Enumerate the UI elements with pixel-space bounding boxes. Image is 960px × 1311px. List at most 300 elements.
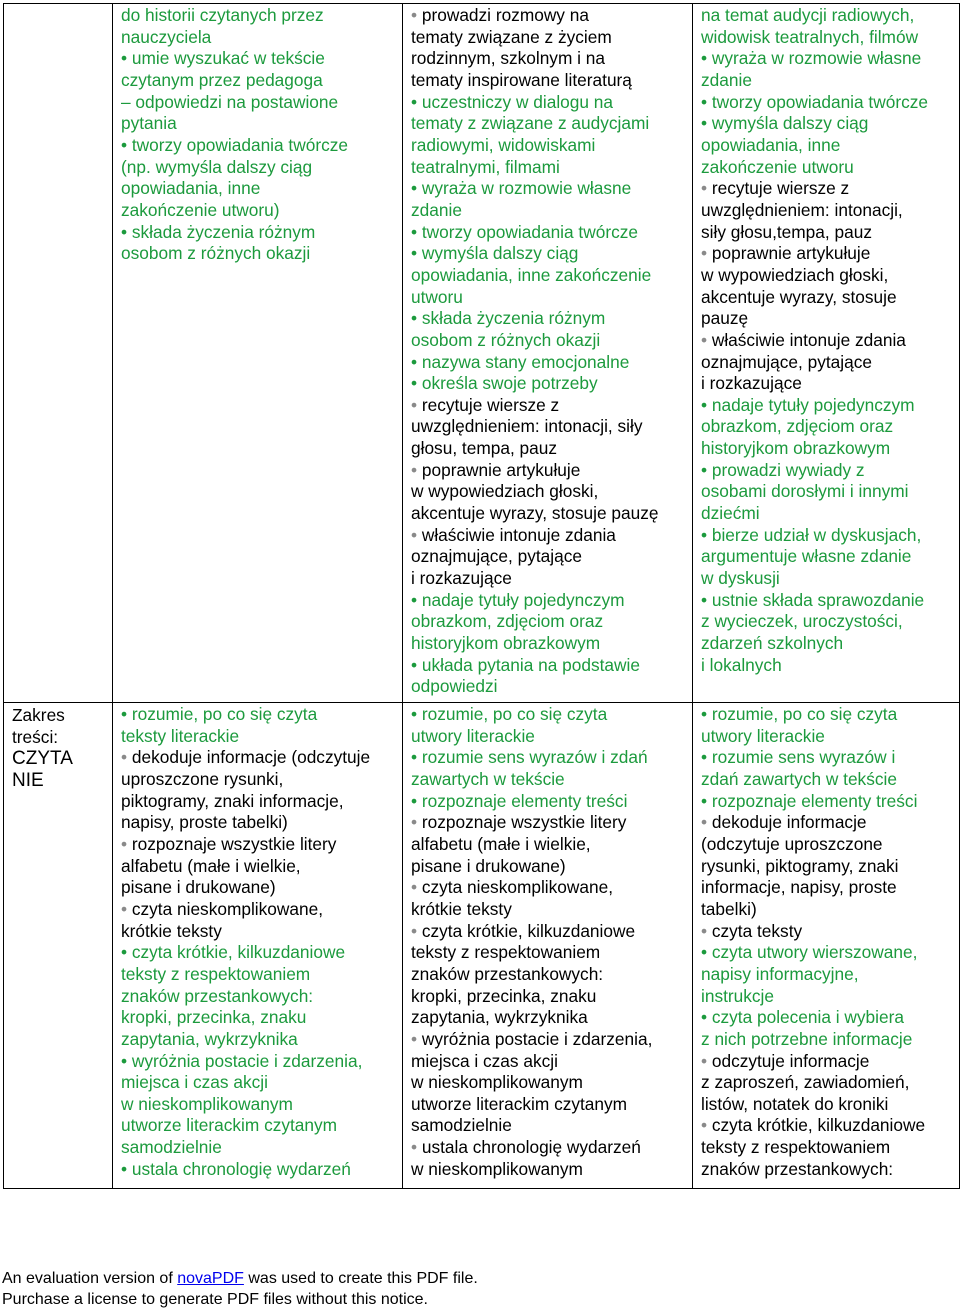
line-text: kropki, przecinka, znaku xyxy=(121,1007,307,1028)
text-line xyxy=(701,157,955,179)
text-line xyxy=(121,791,398,813)
text-line xyxy=(411,546,688,568)
line-text: w nieskomplikowanym xyxy=(411,1158,583,1179)
text-line xyxy=(701,438,955,460)
text-line xyxy=(121,769,398,791)
line-text: utworze literackim czytanym xyxy=(121,1115,338,1136)
line-text: uwzględnieniem: intonacji, siły xyxy=(411,416,643,437)
text-line xyxy=(411,877,688,899)
line-text: w nieskomplikowanym xyxy=(411,1072,583,1093)
text-line xyxy=(701,503,955,525)
line-text: samodzielnie xyxy=(121,1137,222,1158)
line-text: osobami dorosłymi i innymi xyxy=(701,481,909,502)
bullet-icon: • xyxy=(701,1050,712,1071)
line-text: rysunki, piktogramy, znaki xyxy=(701,855,899,876)
text-line xyxy=(411,1072,688,1094)
bullet-icon: • xyxy=(701,178,712,199)
line-text: • układa pytania na podstawie xyxy=(411,654,640,675)
line-text: czyta nieskomplikowane, xyxy=(421,877,613,898)
text-line xyxy=(701,834,955,856)
text-line xyxy=(121,243,398,265)
text-line xyxy=(701,568,955,590)
text-line xyxy=(411,726,688,748)
line-text: i lokalnych xyxy=(701,654,782,675)
line-text: uproszczone rysunki, xyxy=(121,768,284,789)
line-text: osobom z różnych okazji xyxy=(411,329,601,350)
line-text: z wycieczek, uroczystości, xyxy=(701,611,903,632)
line-text: • wymyśla dalszy ciąg xyxy=(701,113,869,134)
text-line xyxy=(701,791,955,813)
line-text: miejsca i czas akcji xyxy=(121,1072,268,1093)
line-text: zdarzeń szkolnych xyxy=(701,633,844,654)
line-text: teksty z respektowaniem xyxy=(411,942,601,963)
section-label-line: Zakres xyxy=(12,705,65,725)
line-text: zapytania, wykrzyknika xyxy=(411,1007,588,1028)
text-line xyxy=(121,899,398,921)
bullet-icon: • xyxy=(701,329,712,350)
line-text: teksty z respektowaniem xyxy=(701,1137,891,1158)
line-text: w dyskusji xyxy=(701,568,780,589)
line-text: pauzę xyxy=(701,308,749,329)
line-text: • rozumie, po co się czyta xyxy=(701,704,898,724)
section-label-line: NIE xyxy=(12,769,44,791)
text-line xyxy=(121,1051,398,1073)
text-line xyxy=(121,200,398,222)
section-label-line: treści: xyxy=(12,726,59,747)
text-line xyxy=(411,942,688,964)
line-text: zdań zawartych w tekście xyxy=(701,768,897,789)
text-line xyxy=(411,157,688,179)
text-line xyxy=(701,1094,955,1116)
cell-grade1-speaking xyxy=(113,4,403,703)
line-text: głosu, tempa, pauz xyxy=(411,438,558,459)
line-text: argumentuje własne zdanie xyxy=(701,546,912,567)
line-text: recytuje wiersze z xyxy=(421,394,560,415)
line-text: dziećmi xyxy=(701,503,760,524)
text-line xyxy=(701,27,955,49)
text-line xyxy=(411,308,688,330)
line-text: w nieskomplikowanym xyxy=(121,1093,293,1114)
line-text: odczytuje informacje xyxy=(711,1050,870,1071)
text-line xyxy=(701,1159,955,1181)
line-text: historyjkom obrazkowym xyxy=(411,633,601,654)
text-line xyxy=(701,416,955,438)
line-text: krótkie teksty xyxy=(411,898,512,919)
text-line xyxy=(701,92,955,114)
line-text: • tworzy opowiadania twórcze xyxy=(411,221,638,242)
text-line xyxy=(411,1029,688,1051)
line-text: recytuje wiersze z xyxy=(711,178,850,199)
line-text: • rozumie, po co się czyta xyxy=(411,704,608,724)
line-text: właściwie intonuje zdania xyxy=(421,524,616,545)
text-line xyxy=(121,1094,398,1116)
bullet-icon: • xyxy=(411,394,422,415)
bullet-icon: • xyxy=(701,243,712,264)
text-line xyxy=(121,812,398,834)
text-line xyxy=(411,921,688,943)
line-text: • wymyśla dalszy ciąg xyxy=(411,243,579,264)
text-line xyxy=(411,1051,688,1073)
line-text: zapytania, wykrzyknika xyxy=(121,1028,298,1049)
line-text: znaków przestankowych: xyxy=(701,1158,894,1179)
notice-line-1 xyxy=(2,1268,478,1289)
text-line xyxy=(121,222,398,244)
text-line xyxy=(411,92,688,114)
text-line xyxy=(121,157,398,179)
line-text: oznajmujące, pytające xyxy=(701,351,872,372)
text-line xyxy=(121,113,398,135)
line-text: opowiadania, inne zakończenie xyxy=(411,264,652,285)
line-text: • prowadzi wywiady z xyxy=(701,459,865,480)
text-line xyxy=(701,1072,955,1094)
text-line xyxy=(411,590,688,612)
cell-grade2-speaking xyxy=(403,4,693,703)
line-text: • czyta krótkie, kilkuzdaniowe xyxy=(121,942,346,963)
line-text: • wyróżnia postacie i zdarzenia, xyxy=(121,1050,363,1071)
line-text: • czyta polecenia i wybiera xyxy=(701,1007,904,1028)
text-line xyxy=(411,243,688,265)
text-line xyxy=(121,1029,398,1051)
line-text: widowisk teatralnych, filmów xyxy=(701,26,919,47)
line-text: z nich potrzebne informacje xyxy=(701,1028,913,1049)
text-line xyxy=(411,769,688,791)
cell-grade3-reading xyxy=(693,703,960,1189)
line-text: obrazkom, zdjęciom oraz xyxy=(411,611,604,632)
text-line xyxy=(701,330,955,352)
text-line xyxy=(411,747,688,769)
line-text: • tworzy opowiadania twórcze xyxy=(701,91,928,112)
text-line xyxy=(121,27,398,49)
line-text: kropki, przecinka, znaku xyxy=(411,985,597,1006)
text-line xyxy=(411,416,688,438)
text-line xyxy=(701,546,955,568)
line-text: alfabetu (małe i wielkie, xyxy=(411,833,591,854)
line-text: właściwie intonuje zdania xyxy=(711,329,906,350)
text-line xyxy=(411,834,688,856)
text-line xyxy=(411,395,688,417)
text-line xyxy=(411,986,688,1008)
line-text: utwory literackie xyxy=(411,725,535,746)
text-line xyxy=(411,812,688,834)
text-line xyxy=(121,1007,398,1029)
line-text: opowiadania, inne xyxy=(121,178,261,199)
text-line xyxy=(701,921,955,943)
line-text: znaków przestankowych: xyxy=(121,985,314,1006)
novapdf-link[interactable]: novaPDF xyxy=(177,1270,244,1287)
text-line xyxy=(701,460,955,482)
line-text: teksty literackie xyxy=(121,725,240,746)
line-text: tematy związane z życiem xyxy=(411,26,612,47)
text-line xyxy=(701,964,955,986)
text-line xyxy=(701,704,955,726)
line-text: krótkie teksty xyxy=(121,920,222,941)
text-line xyxy=(121,834,398,856)
line-text: • rozumie sens wyrazów i xyxy=(701,747,896,768)
text-line xyxy=(121,1072,398,1094)
text-line xyxy=(701,178,955,200)
line-text: • umie wyszukać w tekście xyxy=(121,48,325,69)
notice-text: An evaluation version of xyxy=(2,1270,178,1287)
line-text: prowadzi rozmowy na xyxy=(421,5,589,25)
line-text: odpowiedzi xyxy=(411,676,498,697)
line-text: • rozpoznaje elementy treści xyxy=(411,790,628,811)
line-text: nauczyciela xyxy=(121,26,212,47)
line-text: • określa swoje potrzeby xyxy=(411,373,598,394)
line-text: oznajmujące, pytające xyxy=(411,546,582,567)
line-text: alfabetu (małe i wielkie, xyxy=(121,855,301,876)
line-text: w wypowiedziach głoski, xyxy=(411,481,599,502)
text-line xyxy=(121,986,398,1008)
bullet-icon: • xyxy=(411,877,422,898)
text-line xyxy=(121,1137,398,1159)
line-text: samodzielnie xyxy=(411,1115,512,1136)
bullet-icon: • xyxy=(411,5,422,25)
bullet-icon: • xyxy=(701,920,712,941)
text-line xyxy=(411,27,688,49)
line-text: listów, notatek do kroniki xyxy=(701,1093,889,1114)
text-line xyxy=(701,222,955,244)
line-text: czytanym przez pedagoga xyxy=(121,69,323,90)
line-text: • ustnie składa sprawozdanie xyxy=(701,589,925,610)
text-line xyxy=(121,92,398,114)
text-line xyxy=(121,964,398,986)
line-text: czyta krótkie, kilkuzdaniowe xyxy=(421,920,636,941)
text-line xyxy=(411,1007,688,1029)
text-line xyxy=(411,676,688,698)
line-text: historyjkom obrazkowym xyxy=(701,438,891,459)
text-line xyxy=(121,135,398,157)
text-line xyxy=(411,438,688,460)
line-text: teatralnymi, filmami xyxy=(411,156,560,177)
line-text: poprawnie artykułuje xyxy=(711,243,871,264)
text-line xyxy=(121,726,398,748)
cell-grade1-reading xyxy=(113,703,403,1189)
line-text: • wyraża w rozmowie własne xyxy=(701,48,922,69)
line-text: napisy informacyjne, xyxy=(701,963,859,984)
line-text: • składa życzenia różnym xyxy=(121,221,316,242)
line-text: rozpoznaje wszystkie litery xyxy=(131,833,337,854)
line-text: • rozpoznaje elementy treści xyxy=(701,790,918,811)
text-line xyxy=(411,503,688,525)
bullet-icon: • xyxy=(411,920,422,941)
line-text: miejsca i czas akcji xyxy=(411,1050,558,1071)
line-text: wyróżnia postacie i zdarzenia, xyxy=(421,1028,653,1049)
text-line xyxy=(411,135,688,157)
text-line xyxy=(701,525,955,547)
text-line xyxy=(701,942,955,964)
text-line xyxy=(411,352,688,374)
requirements-table xyxy=(3,3,960,1189)
text-line xyxy=(411,222,688,244)
text-line xyxy=(411,525,688,547)
line-text: – odpowiedzi na postawione xyxy=(121,91,339,112)
line-text: • ustala chronologię wydarzeń xyxy=(121,1158,351,1179)
text-line xyxy=(701,265,955,287)
text-line xyxy=(411,1115,688,1137)
notice-line-2: Purchase a license to generate PDF files without this notice. xyxy=(2,1291,428,1308)
line-text: z zaproszeń, zawiadomień, xyxy=(701,1072,910,1093)
text-line xyxy=(411,1137,688,1159)
text-line xyxy=(411,287,688,309)
line-text: akcentuje wyrazy, stosuje xyxy=(701,286,897,307)
text-line xyxy=(701,856,955,878)
text-line xyxy=(701,769,955,791)
line-text: tematy z związane z audycjami xyxy=(411,113,650,134)
text-line xyxy=(701,1115,955,1137)
text-line xyxy=(121,877,398,899)
line-text: znaków przestankowych: xyxy=(411,963,604,984)
text-line xyxy=(701,395,955,417)
bullet-icon: • xyxy=(121,833,132,854)
text-line xyxy=(411,899,688,921)
text-line xyxy=(411,856,688,878)
text-line xyxy=(411,48,688,70)
line-text: opowiadania, inne xyxy=(701,134,841,155)
text-line xyxy=(701,747,955,769)
line-text: tabelki) xyxy=(701,898,757,919)
text-line xyxy=(411,611,688,633)
line-text: pisane i drukowane) xyxy=(121,877,276,898)
text-line xyxy=(701,352,955,374)
line-text: utworze literackim czytanym xyxy=(411,1093,628,1114)
line-text: radiowymi, widowiskami xyxy=(411,134,596,155)
text-line xyxy=(701,48,955,70)
text-line xyxy=(411,70,688,92)
cell-grade2-reading xyxy=(403,703,693,1189)
text-line xyxy=(411,791,688,813)
line-text: do historii czytanych przez xyxy=(121,5,324,25)
text-line xyxy=(701,200,955,222)
text-line xyxy=(121,921,398,943)
text-line xyxy=(701,986,955,1008)
text-line xyxy=(121,48,398,70)
text-line xyxy=(701,1007,955,1029)
line-text: tematy inspirowane literaturą xyxy=(411,69,632,90)
section-label-line: CZYTA xyxy=(12,748,73,770)
text-line xyxy=(411,568,688,590)
line-text: osobom z różnych okazji xyxy=(121,243,311,264)
text-line xyxy=(411,481,688,503)
table-row xyxy=(4,4,960,703)
bullet-icon: • xyxy=(701,812,712,833)
text-line xyxy=(701,5,955,27)
line-text: rozpoznaje wszystkie litery xyxy=(421,812,627,833)
bullet-icon: • xyxy=(411,812,422,833)
text-line xyxy=(411,178,688,200)
bullet-icon: • xyxy=(701,1115,712,1136)
text-line xyxy=(701,633,955,655)
text-line xyxy=(701,877,955,899)
bullet-icon: • xyxy=(411,1028,422,1049)
line-text: piktogramy, znaki informacje, xyxy=(121,790,344,811)
text-line xyxy=(121,5,398,27)
text-line xyxy=(411,113,688,135)
line-text: poprawnie artykułuje xyxy=(421,459,581,480)
line-text: czyta nieskomplikowane, xyxy=(131,898,323,919)
text-line xyxy=(411,704,688,726)
line-text: utworu xyxy=(411,286,463,307)
text-line xyxy=(701,243,955,265)
text-line xyxy=(411,460,688,482)
line-text: instrukcje xyxy=(701,985,774,1006)
text-line xyxy=(701,611,955,633)
text-line xyxy=(701,481,955,503)
text-line xyxy=(121,856,398,878)
line-text: (odczytuje uproszczone xyxy=(701,833,883,854)
text-line xyxy=(701,1137,955,1159)
line-text: • czyta utwory wierszowane, xyxy=(701,942,918,963)
bullet-icon: • xyxy=(411,524,422,545)
line-text: i rozkazujące xyxy=(411,568,512,589)
text-line xyxy=(701,373,955,395)
line-text: zdanie xyxy=(411,199,462,220)
text-line xyxy=(411,265,688,287)
text-line xyxy=(411,655,688,677)
text-line xyxy=(121,70,398,92)
text-line xyxy=(411,330,688,352)
line-text: • uczestniczy w dialogu na xyxy=(411,91,614,112)
line-text: zawartych w tekście xyxy=(411,768,565,789)
text-line xyxy=(121,747,398,769)
table-row xyxy=(4,703,960,1189)
text-line xyxy=(411,200,688,222)
text-line xyxy=(411,373,688,395)
line-text: pisane i drukowane) xyxy=(411,855,566,876)
text-line xyxy=(121,1115,398,1137)
text-line xyxy=(701,655,955,677)
text-line xyxy=(701,1029,955,1051)
line-text: zakończenie utworu xyxy=(701,156,854,177)
line-text: i rozkazujące xyxy=(701,373,802,394)
bullet-icon: • xyxy=(121,747,132,768)
text-line xyxy=(701,308,955,330)
line-text: obrazkom, zdjęciom oraz xyxy=(701,416,894,437)
line-text: teksty z respektowaniem xyxy=(121,963,311,984)
cell-grade3-speaking xyxy=(693,4,960,703)
label-cell-empty xyxy=(4,4,113,703)
line-text: akcentuje wyrazy, stosuje pauzę xyxy=(411,503,659,524)
line-text: • bierze udział w dyskusjach, xyxy=(701,524,922,545)
text-line xyxy=(701,1051,955,1073)
line-text: w wypowiedziach głoski, xyxy=(701,264,889,285)
line-text: na temat audycji radiowych, xyxy=(701,5,915,25)
text-line xyxy=(121,704,398,726)
bullet-icon: • xyxy=(411,459,422,480)
text-line xyxy=(701,113,955,135)
line-text: napisy, proste tabelki) xyxy=(121,812,288,833)
line-text: pytania xyxy=(121,113,177,134)
line-text: zdanie xyxy=(701,69,752,90)
evaluation-notice xyxy=(2,1268,478,1310)
text-line xyxy=(121,1159,398,1181)
line-text: • nazywa stany emocjonalne xyxy=(411,351,630,372)
line-text: zakończenie utworu) xyxy=(121,199,280,220)
line-text: • rozumie, po co się czyta xyxy=(121,704,318,724)
text-line xyxy=(701,726,955,748)
line-text: siły głosu,tempa, pauz xyxy=(701,221,872,242)
line-text: • nadaje tytuły pojedynczym xyxy=(701,394,915,415)
text-line xyxy=(121,178,398,200)
line-text: dekoduje informacje xyxy=(711,812,867,833)
line-text: • wyraża w rozmowie własne xyxy=(411,178,632,199)
line-text: • składa życzenia różnym xyxy=(411,308,606,329)
text-line xyxy=(411,1094,688,1116)
line-text: uwzględnieniem: intonacji, xyxy=(701,199,903,220)
text-line xyxy=(701,287,955,309)
text-line xyxy=(411,1159,688,1181)
line-text: czyta krótkie, kilkuzdaniowe xyxy=(711,1115,926,1136)
text-line xyxy=(411,633,688,655)
